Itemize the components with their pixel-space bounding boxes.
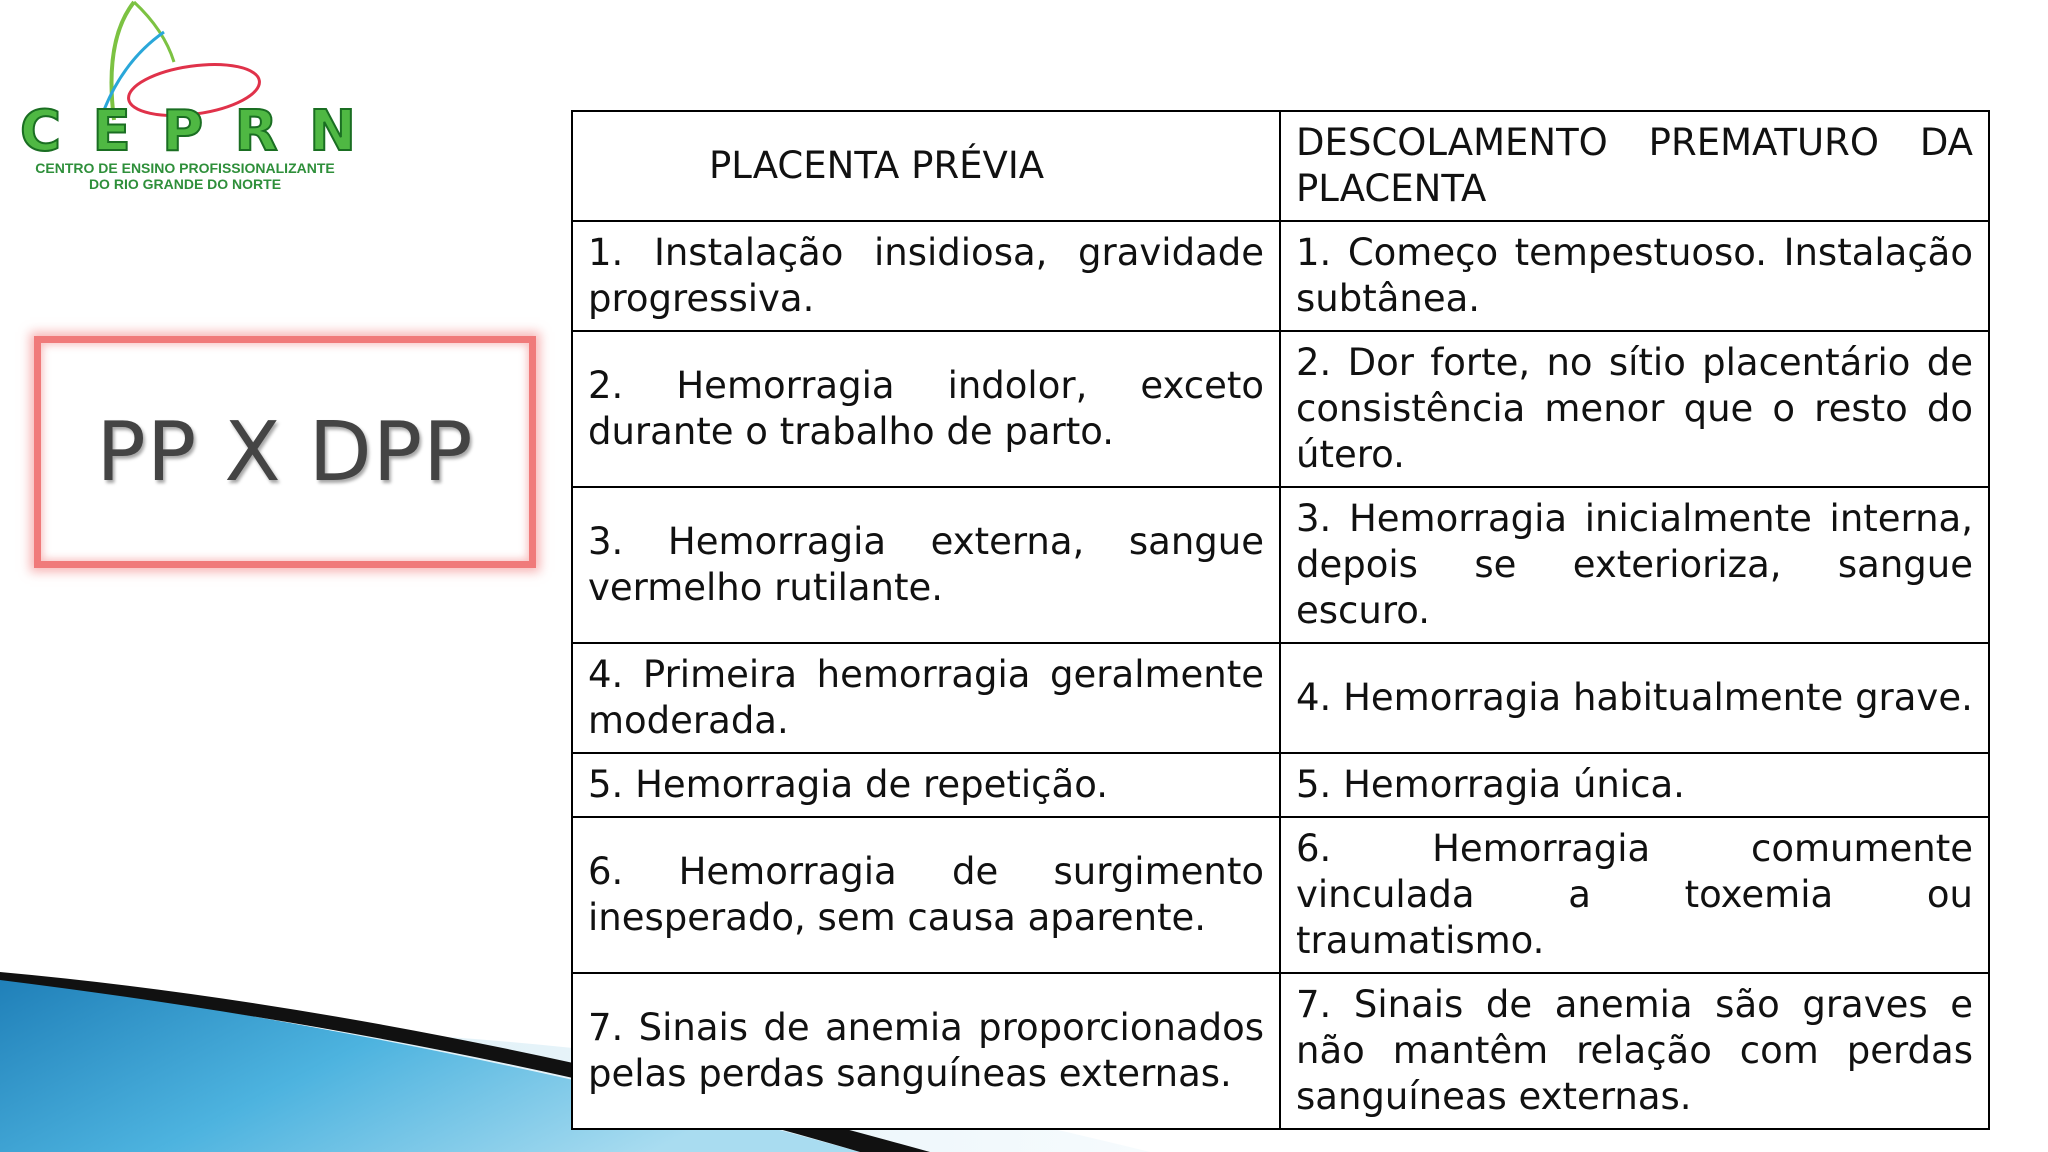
cell-dpp: 3. Hemorragia inicialmente interna, depois se exterioriza, sangue escuro. <box>1280 487 1989 643</box>
ceprn-logo <box>14 0 354 200</box>
cell-pp: 4. Primeira hemorragia geralmente moderada. <box>572 643 1280 753</box>
slide-title: PP X DPP <box>96 404 474 500</box>
table-row <box>572 487 1989 643</box>
cell-dpp: 4. Hemorragia habitualmente grave. <box>1280 643 1989 753</box>
table-row <box>572 753 1989 817</box>
cell-pp: 5. Hemorragia de repetição. <box>572 753 1280 817</box>
comparison-table <box>571 110 1990 1130</box>
cell-dpp: 2. Dor forte, no sítio placentário de consistência menor que o resto do útero. <box>1280 331 1989 487</box>
title-box <box>34 336 536 568</box>
cell-pp: 2. Hemorragia indolor, exceto durante o trabalho de parto. <box>572 331 1280 487</box>
cell-dpp: 1. Começo tempestuoso. Instalação subtânea. <box>1280 221 1989 331</box>
logo-letter: N <box>309 99 356 164</box>
logo-letter: R <box>234 99 278 164</box>
logo-letter: P <box>162 99 204 164</box>
header-placenta-previa: PLACENTA PRÉVIA <box>572 111 1280 221</box>
table-row <box>572 643 1989 753</box>
cell-dpp: 7. Sinais de anemia são graves e não mantêm relação com perdas sanguíneas externas. <box>1280 973 1989 1129</box>
table-header-row <box>572 111 1989 221</box>
cell-dpp: 6. Hemorragia comumente vinculada a toxemia ou traumatismo. <box>1280 817 1989 973</box>
table-row <box>572 331 1989 487</box>
logo-subtitle-line1: CENTRO DE ENSINO PROFISSIONALIZANTE <box>35 160 335 176</box>
cell-dpp: 5. Hemorragia única. <box>1280 753 1989 817</box>
table-row <box>572 973 1989 1129</box>
cell-pp: 6. Hemorragia de surgimento inesperado, sem causa aparente. <box>572 817 1280 973</box>
logo-letters <box>20 99 360 164</box>
table-row <box>572 221 1989 331</box>
cell-pp: 3. Hemorragia externa, sangue vermelho rutilante. <box>572 487 1280 643</box>
logo-subtitle-line2: DO RIO GRANDE DO NORTE <box>88 176 282 192</box>
cell-pp: 1. Instalação insidiosa, gravidade progressiva. <box>572 221 1280 331</box>
logo-letter: C <box>20 99 62 164</box>
table-row <box>572 817 1989 973</box>
cell-pp: 7. Sinais de anemia proporcionados pelas perdas sanguíneas externas. <box>572 973 1280 1129</box>
header-descolamento: DESCOLAMENTO PREMATURO DA PLACENTA <box>1280 111 1989 221</box>
logo-letter: E <box>92 99 131 164</box>
